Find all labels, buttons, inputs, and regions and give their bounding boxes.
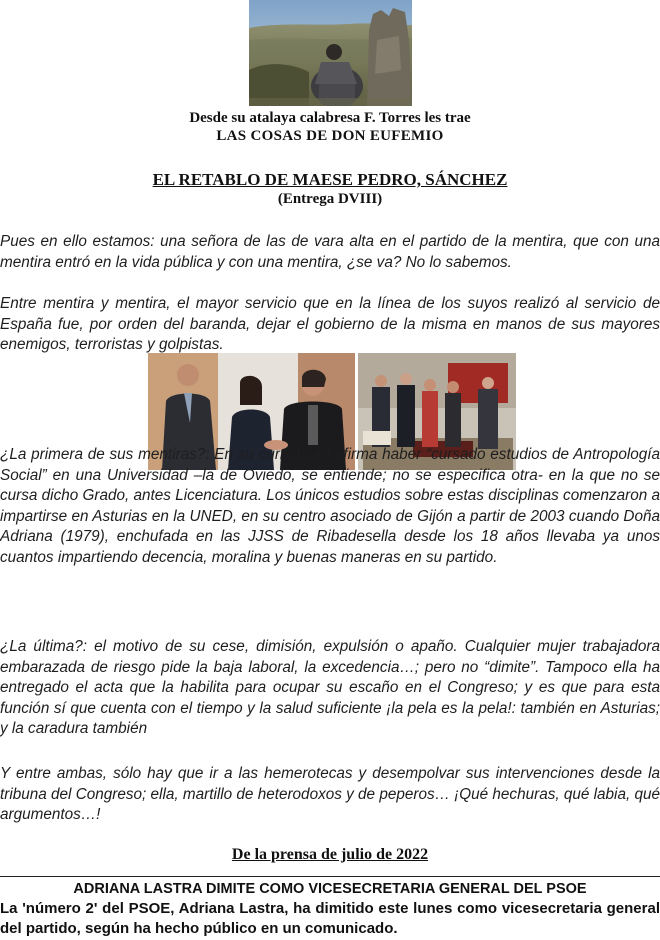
press-section-heading: De la prensa de julio de 2022 xyxy=(231,846,429,863)
header-photo-man-on-hilltop xyxy=(249,0,412,106)
landscape-photo xyxy=(249,0,412,106)
news-headline: ADRIANA LASTRA DIMITE COMO VICESECRETARIA GENERAL DEL PSOE xyxy=(73,881,587,897)
divider-line xyxy=(0,876,660,877)
paragraph-5: Y entre ambas, sólo hay que ir a las hemerotecas y desempolvar sus intervenciones desde la tribuna del Congreso; ella, martillo de heterodoxos y de peperos… ¡Qué hechuras, qué labia, qué argumentos…! xyxy=(0,765,660,823)
paragraph-4: ¿La última?: el motivo de su cese, dimisión, expulsión o apaño. Cualquier mujer trabajadora embarazada de riesgo pide la baja laboral, la excedencia…; pero no “dimite”. Tampoco ella ha entregado el acta que la habilita para ocupar su escaño en el Congreso; y es que para esta función sí que cuenta con el tiempo y la salud suficiente ¡la pela es la pela!: también en Asturias; y la caradura también xyxy=(0,638,660,737)
header-byline: Desde su atalaya calabresa F. Torres les trae xyxy=(189,110,471,126)
paragraph-1: Pues en ello estamos: una señora de las de vara alta en el partido de la mentira, que con una mentira entró en la vida pública y con una mentira, ¿se va? No lo sabemos. xyxy=(0,233,660,271)
news-lead: La 'número 2' del PSOE, Adriana Lastra, ha dimitido este lunes como vicesecretaria general del partido, según ha hecho público en un comunicado. xyxy=(0,900,660,937)
article-subtitle: (Entrega DVIII) xyxy=(277,191,383,207)
paragraph-3: ¿La primera de sus mentiras?: En su currículum afirma haber “cursado estudios de Antropología Social” en una Universidad –la de Oviedo, se entiende; no se especifica otra- en la que no se cursa dicho Grado, antes Licenciatura. Los únicos estudios sobre estas disciplinas comenzaron a impartirse en Asturias en la UNED, en su centro asociado de Gijón a partir de 2003 cuando Doña Adriana (1979), enchufada en las JJSS de Ribadesella desde los 18 años llevaba ya unos cuantos impartiendo decencia, moralina y buenas maneras en su partido. xyxy=(0,446,660,566)
header-series-title: LAS COSAS DE DON EUFEMIO xyxy=(216,128,444,144)
paragraph-2: Entre mentira y mentira, el mayor servicio que en la línea de los suyos realizó al servicio de España fue, por orden del baranda, dejar el gobierno de la misma en manos de sus mayores enemigos, terroristas y golpistas. xyxy=(0,295,660,353)
article-title: EL RETABLO DE MAESE PEDRO, SÁNCHEZ xyxy=(152,170,508,189)
